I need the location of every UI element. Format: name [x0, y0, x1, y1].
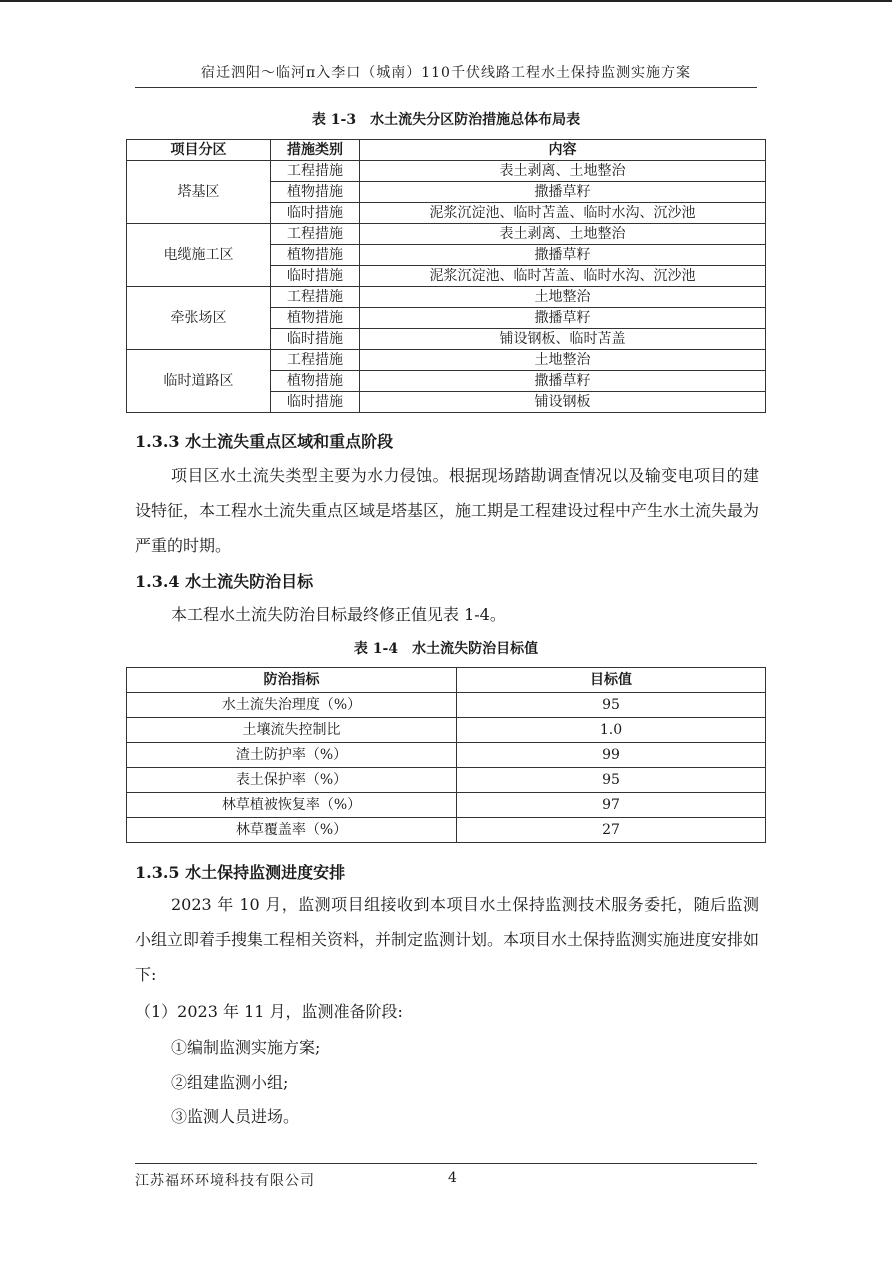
- content-cell: 撒播草籽: [360, 371, 766, 392]
- section-1-3-3-paragraph: 项目区水土流失类型主要为水力侵蚀。根据现场踏勘调查情况以及输变电项目的建设特征，本工程水土流失重点区域是塔基区，施工期是工程建设过程中产生水土流失最为严重的时期。: [135, 466, 760, 555]
- table-row: [127, 718, 766, 743]
- table-row: [127, 350, 766, 371]
- value-cell: 95: [457, 768, 766, 793]
- header-type: 措施类别: [271, 140, 360, 161]
- table-row: [127, 818, 766, 843]
- value-cell: 97: [457, 793, 766, 818]
- type-cell: 临时措施: [271, 266, 360, 287]
- table-row: [127, 224, 766, 245]
- type-cell: 植物措施: [271, 245, 360, 266]
- type-cell: 临时措施: [271, 203, 360, 224]
- header-indicator: 防治指标: [127, 668, 457, 693]
- table-header-row: [127, 140, 766, 161]
- table-row: [127, 768, 766, 793]
- footer-company: 江苏福环环境科技有限公司: [135, 1173, 315, 1189]
- content-cell: 泥浆沉淀池、临时苫盖、临时水沟、沉沙池: [360, 203, 766, 224]
- section-1-3-4-paragraph: 本工程水土流失防治目标最终修正值见表 1-4。: [171, 605, 506, 624]
- type-cell: 临时措施: [271, 329, 360, 350]
- content-cell: 撒播草籽: [360, 245, 766, 266]
- table-1-3: [126, 139, 766, 413]
- value-cell: 95: [457, 693, 766, 718]
- list-item: ②组建监测小组;: [171, 1073, 289, 1092]
- page-top-border: [0, 0, 892, 2]
- table-header-row: [127, 668, 766, 693]
- indicator-cell: 渣土防护率（%）: [127, 743, 457, 768]
- table-row: [127, 743, 766, 768]
- value-cell: 1.0: [457, 718, 766, 743]
- indicator-cell: 水土流失治理度（%）: [127, 693, 457, 718]
- section-1-3-3-heading: 1.3.3 水土流失重点区域和重点阶段: [135, 432, 394, 451]
- type-cell: 工程措施: [271, 350, 360, 371]
- page-number: 4: [448, 1170, 457, 1186]
- header-target: 目标值: [457, 668, 766, 693]
- table-row: [127, 793, 766, 818]
- section-1-3-5-paragraph: 2023 年 10 月，监测项目组接收到本项目水土保持监测技术服务委托，随后监测小组立即着手搜集工程相关资料，并制定监测计划。本项目水土保持监测实施进度安排如下:: [135, 895, 760, 984]
- zone-cell: 电缆施工区: [127, 224, 271, 287]
- page-header: 宿迁泗阳～临河π入李口（城南）110千伏线路工程水土保持监测实施方案: [135, 62, 757, 88]
- value-cell: 27: [457, 818, 766, 843]
- type-cell: 工程措施: [271, 161, 360, 182]
- stage-line: （1）2023 年 11 月，监测准备阶段:: [135, 1002, 403, 1021]
- type-cell: 工程措施: [271, 224, 360, 245]
- type-cell: 植物措施: [271, 308, 360, 329]
- table-row: [127, 161, 766, 182]
- type-cell: 植物措施: [271, 371, 360, 392]
- table-row: [127, 693, 766, 718]
- type-cell: 植物措施: [271, 182, 360, 203]
- content-cell: 铺设钢板、临时苫盖: [360, 329, 766, 350]
- table-1-3-caption: 表 1-3 水土流失分区防治措施总体布局表: [311, 112, 581, 128]
- table-1-4: [126, 667, 766, 843]
- content-cell: 表土剥离、土地整治: [360, 161, 766, 182]
- value-cell: 99: [457, 743, 766, 768]
- section-1-3-4-heading: 1.3.4 水土流失防治目标: [135, 572, 314, 591]
- content-cell: 撒播草籽: [360, 308, 766, 329]
- content-cell: 铺设钢板: [360, 392, 766, 413]
- type-cell: 临时措施: [271, 392, 360, 413]
- content-cell: 土地整治: [360, 350, 766, 371]
- zone-cell: 塔基区: [127, 161, 271, 224]
- content-cell: 泥浆沉淀池、临时苫盖、临时水沟、沉沙池: [360, 266, 766, 287]
- list-item: ①编制监测实施方案;: [171, 1038, 321, 1057]
- header-content: 内容: [360, 140, 766, 161]
- list-item: ③监测人员进场。: [171, 1107, 300, 1126]
- zone-cell: 临时道路区: [127, 350, 271, 413]
- table-1-4-caption: 表 1-4 水土流失防治目标值: [353, 641, 539, 657]
- table-row: [127, 287, 766, 308]
- zone-cell: 牵张场区: [127, 287, 271, 350]
- footer-divider: [135, 1163, 757, 1164]
- header-zone: 项目分区: [127, 140, 271, 161]
- indicator-cell: 林草植被恢复率（%）: [127, 793, 457, 818]
- content-cell: 表土剥离、土地整治: [360, 224, 766, 245]
- section-1-3-5-heading: 1.3.5 水土保持监测进度安排: [135, 863, 346, 882]
- indicator-cell: 土壤流失控制比: [127, 718, 457, 743]
- indicator-cell: 林草覆盖率（%）: [127, 818, 457, 843]
- type-cell: 工程措施: [271, 287, 360, 308]
- content-cell: 土地整治: [360, 287, 766, 308]
- content-cell: 撒播草籽: [360, 182, 766, 203]
- indicator-cell: 表土保护率（%）: [127, 768, 457, 793]
